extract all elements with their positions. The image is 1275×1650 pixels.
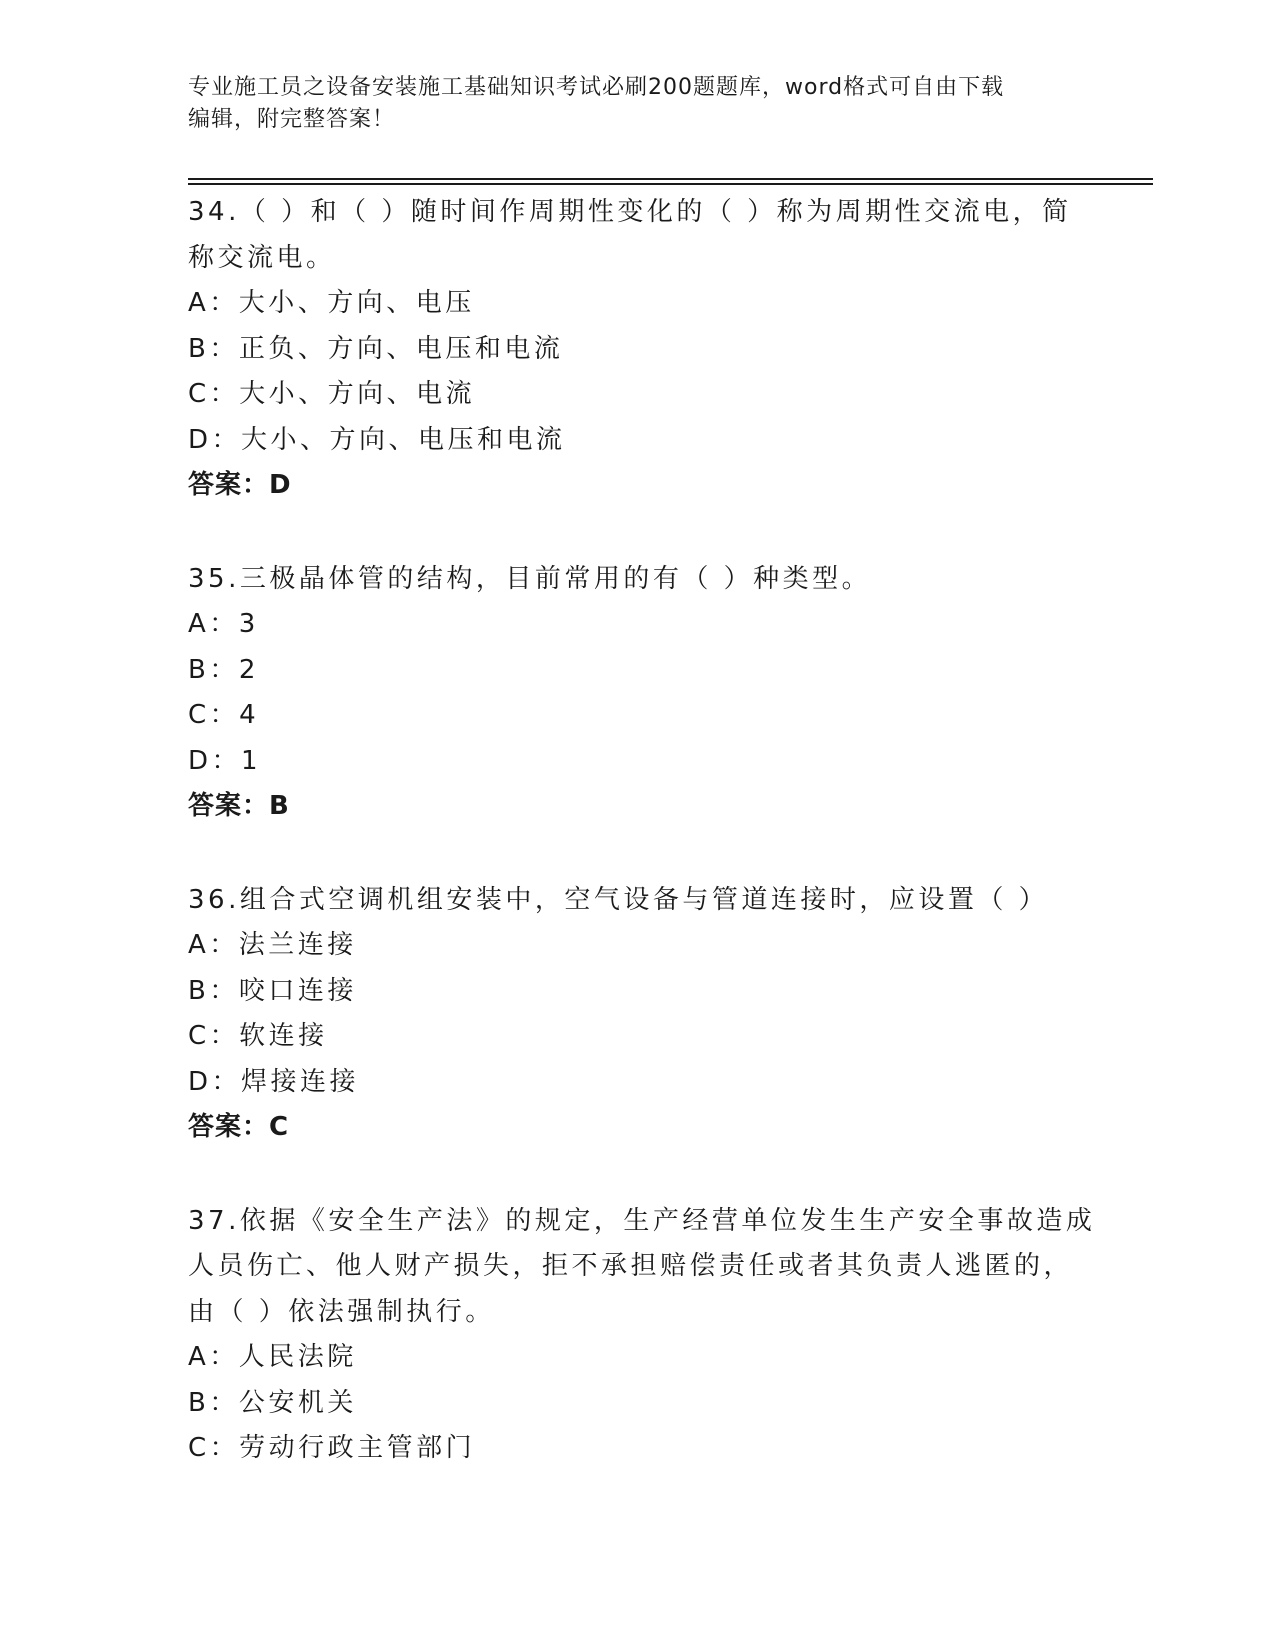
header-title-line-1: 专业施工员之设备安装施工基础知识考试必刷200题题库，word格式可自由下载 xyxy=(188,75,1005,100)
option-d: D：焊接连接 xyxy=(188,1066,360,1097)
option-a: A：3 xyxy=(188,609,259,639)
answer-line: 答案：D xyxy=(188,470,292,500)
question-stem-line: 35.三极晶体管的结构，目前常用的有（ ）种类型。 xyxy=(188,563,872,594)
header-title-line-2: 编辑，附完整答案！ xyxy=(188,107,396,132)
option-c: C：大小、方向、电流 xyxy=(188,379,476,409)
option-b: B：公安机关 xyxy=(188,1387,357,1418)
question-list xyxy=(188,190,1096,1520)
question-37 xyxy=(188,1199,1096,1472)
option-a: A：法兰连接 xyxy=(188,930,357,960)
question-stem-line: 由（ ）依法强制执行。 xyxy=(188,1296,495,1327)
question-stem-line: 36.组合式空调机组安装中，空气设备与管道连接时，应设置（ ） xyxy=(188,884,1049,915)
answer-line: 答案：B xyxy=(188,791,290,821)
option-c: C：劳动行政主管部门 xyxy=(188,1433,476,1463)
header-divider-top xyxy=(188,178,1153,180)
question-35 xyxy=(188,557,1088,830)
header-divider-bottom xyxy=(188,183,1153,185)
option-d: D：1 xyxy=(188,745,262,776)
question-stem-line: 37.依据《安全生产法》的规定，生产经营单位发生生产安全事故造成 xyxy=(188,1205,1096,1236)
question-stem-line: 人员伤亡、他人财产损失，拒不承担赔偿责任或者其负责人逃匿的， xyxy=(188,1251,1074,1281)
option-a: A：人民法院 xyxy=(188,1342,357,1372)
option-a: A：大小、方向、电压 xyxy=(188,288,475,318)
option-b: B：正负、方向、电压和电流 xyxy=(188,333,564,364)
option-c: C：软连接 xyxy=(188,1021,328,1051)
document-header xyxy=(188,72,1068,136)
option-c: C：4 xyxy=(188,700,260,730)
option-b: B：2 xyxy=(188,654,259,685)
answer-line: 答案：C xyxy=(188,1112,290,1142)
question-34 xyxy=(188,190,1088,509)
question-stem-line: 称交流电。 xyxy=(188,242,336,273)
option-d: D：大小、方向、电压和电流 xyxy=(188,424,566,455)
question-stem-line: 34.（ ）和（ ）随时间作周期性变化的（ ）称为周期性交流电，简 xyxy=(188,197,1072,227)
question-36 xyxy=(188,878,1088,1151)
option-b: B：咬口连接 xyxy=(188,975,357,1006)
